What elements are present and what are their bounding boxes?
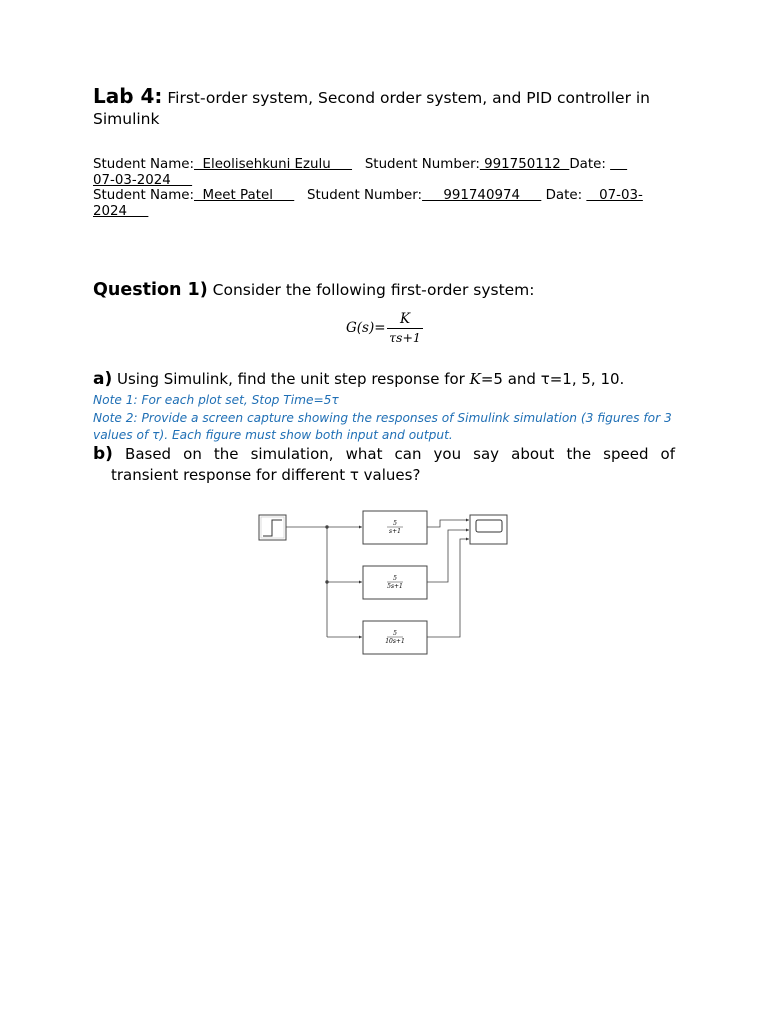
- student-name-value: Eleolisehkuni Ezulu: [194, 157, 353, 172]
- transfer-fcn-block-2: [363, 566, 427, 599]
- scope-block: [470, 515, 507, 544]
- k-symbol: K: [469, 370, 481, 388]
- transfer-fcn-block-1: [363, 511, 427, 544]
- lab-title: [93, 86, 683, 130]
- question-1: [93, 280, 535, 300]
- tf-denominator: s+1: [389, 528, 401, 535]
- question-1-label: Question 1): [93, 280, 208, 300]
- date-label: Date:: [545, 188, 587, 203]
- date-value-part1: [610, 157, 627, 172]
- student-number-label: Student Number:: [364, 157, 480, 172]
- student-name-label: Student Name:: [93, 157, 194, 172]
- formula-denominator: τs+1: [389, 330, 421, 345]
- student-line-1: [93, 157, 678, 188]
- tf-numerator: 5: [393, 630, 397, 637]
- date-value-part2: 07-03-2024: [93, 172, 193, 188]
- lab-label: Lab 4:: [93, 84, 163, 108]
- note-1: Note 1: For each plot set, Stop Time=5τ: [93, 393, 339, 407]
- transfer-fcn-block-3: [363, 621, 427, 654]
- part-b-text-1: Based on the simulation, what can you say about the speed of: [112, 445, 675, 463]
- simulink-diagram: [250, 505, 520, 665]
- part-a: [93, 369, 624, 389]
- part-a-label: a): [93, 369, 113, 389]
- part-b-line-1: [93, 444, 675, 465]
- tf-numerator: 5: [393, 520, 397, 527]
- tf-denominator: 5s+1: [387, 583, 403, 590]
- fraction-bar: [387, 328, 423, 329]
- formula-lhs: G(s)=: [346, 320, 386, 336]
- part-a-text: Using Simulink, find the unit step response for: [112, 370, 470, 388]
- part-b-line-2: transient response for different τ values?: [111, 466, 421, 484]
- student-number-value: 991750112: [479, 157, 570, 172]
- formula-numerator: K: [399, 311, 411, 327]
- formula-fraction: [387, 311, 423, 346]
- part-b-label: b): [93, 444, 113, 464]
- student-name-label: Student Name:: [93, 188, 194, 203]
- student-line-2: [93, 188, 678, 219]
- date-value-part2: 2024: [93, 203, 149, 219]
- scope-icon: [476, 520, 502, 532]
- note-2: Note 2: Provide a screen capture showing the responses of Simulink simulation (3 figures for 3 values of τ). Each figure must show both input and output.: [93, 411, 672, 442]
- part-b: [93, 444, 675, 486]
- tf-numerator: 5: [393, 575, 397, 582]
- student-number-value: 991740974: [422, 188, 542, 203]
- student-info: [93, 157, 678, 219]
- lab-title-text: First-order system, Second order system, and PID controller in Simulink: [93, 89, 650, 128]
- part-a-text-end: =5 and τ=1, 5, 10.: [480, 370, 625, 388]
- date-label: Date:: [569, 157, 611, 172]
- student-name-value: Meet Patel: [194, 188, 295, 203]
- branch-point: [326, 581, 329, 584]
- branch-point: [326, 526, 329, 529]
- tf-denominator: 10s+1: [385, 638, 405, 645]
- question-1-text: Consider the following first-order system:: [207, 281, 535, 299]
- step-source-block: [259, 515, 286, 540]
- date-value-part1: 07-03-: [586, 188, 643, 203]
- signal-line: [427, 530, 469, 582]
- student-number-label: Student Number:: [307, 188, 423, 203]
- signal-line: [427, 520, 469, 527]
